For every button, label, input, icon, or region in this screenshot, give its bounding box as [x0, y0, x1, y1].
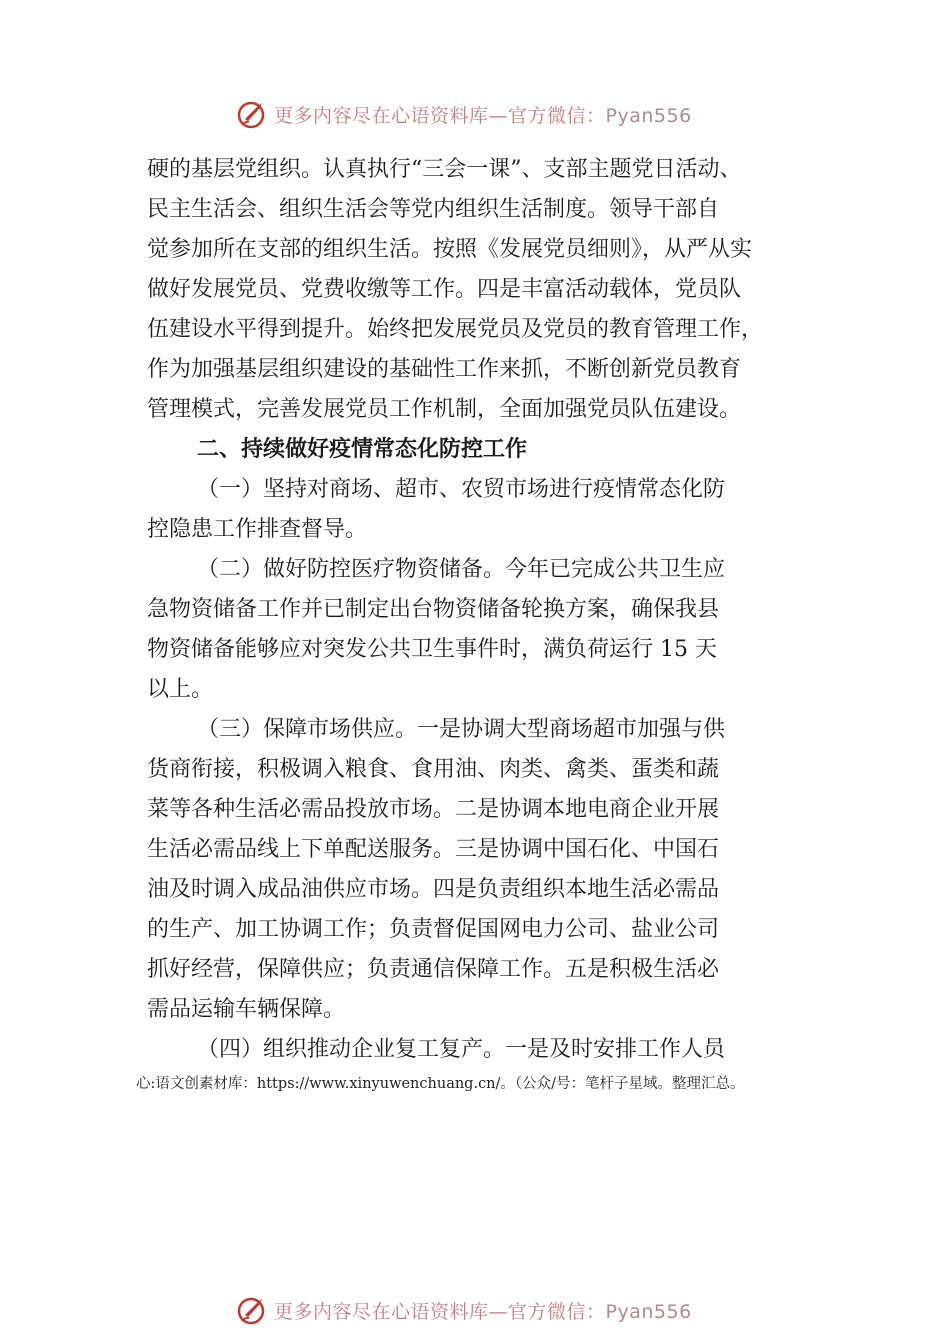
section-heading: 二、持续做好疫情常态化防控工作 [197, 437, 528, 462]
text-line: （二）做好防控医疗物资储备。今年已完成公共卫生应 [197, 557, 726, 582]
text-line: 作为加强基层组织建设的基础性工作来抓，不断创新党员教育 [147, 357, 742, 382]
footnote: 心:语文创素材库：https://www.xinyuwenchuang.cn/。（公众/号：笔杆子星域。整理汇总。 [136, 1076, 745, 1092]
text-line: 觉参加所在支部的组织生活。按照《发展党员细则》，从严从实 [147, 237, 753, 262]
banner-text: 更多内容尽在心语资料库—官方微信：Pyan556 [274, 104, 692, 127]
pen-logo-icon [236, 1293, 270, 1327]
text-line: （三）保障市场供应。一是协调大型商场超市加强与供 [197, 717, 726, 742]
text-line: 做好发展党员、党费收缴等工作。四是丰富活动载体，党员队 [147, 277, 742, 302]
text-line: （四）组织推动企业复工复产。一是及时安排工作人员 [197, 1037, 726, 1062]
text-line: 管理模式，完善发展党员工作机制，全面加强党员队伍建设。 [147, 397, 742, 422]
text-line: 物资储备能够应对突发公共卫生事件时，满负荷运行 15 天 [147, 637, 717, 662]
text-line: 的生产、加工协调工作；负责督促国网电力公司、盐业公司 [147, 917, 720, 942]
text-line: 货商衔接，积极调入粮食、食用油、肉类、禽类、蛋类和蔬 [147, 757, 720, 782]
text-line: 需品运输车辆保障。 [147, 997, 346, 1022]
footer-banner [0, 1290, 950, 1330]
banner-text: 更多内容尽在心语资料库—官方微信：Pyan556 [274, 1300, 692, 1323]
text-line: 硬的基层党组织。认真执行“三会一课”、支部主题党日活动、 [147, 157, 742, 182]
text-line: （一）坚持对商场、超市、农贸市场进行疫情常态化防 [197, 477, 726, 502]
text-line: 生活必需品线上下单配送服务。三是协调中国石化、中国石 [147, 837, 720, 862]
text-line: 抓好经营，保障供应；负责通信保障工作。五是积极生活必 [147, 957, 720, 982]
text-line: 菜等各种生活必需品投放市场。二是协调本地电商企业开展 [147, 797, 720, 822]
text-line: 伍建设水平得到提升。始终把发展党员及党员的教育管理工作， [147, 317, 764, 342]
text-line: 以上。 [147, 677, 214, 702]
pen-logo-icon [236, 97, 270, 131]
text-line: 控隐患工作排查督导。 [147, 517, 368, 542]
document-body [147, 150, 817, 1070]
text-line: 油及时调入成品油供应市场。四是负责组织本地生活必需品 [147, 877, 720, 902]
text-line: 急物资储备工作并已制定出台物资储备轮换方案，确保我县 [147, 597, 720, 622]
text-line: 民主生活会、组织生活会等党内组织生活制度。领导干部自 [147, 197, 720, 222]
header-banner [0, 94, 950, 134]
